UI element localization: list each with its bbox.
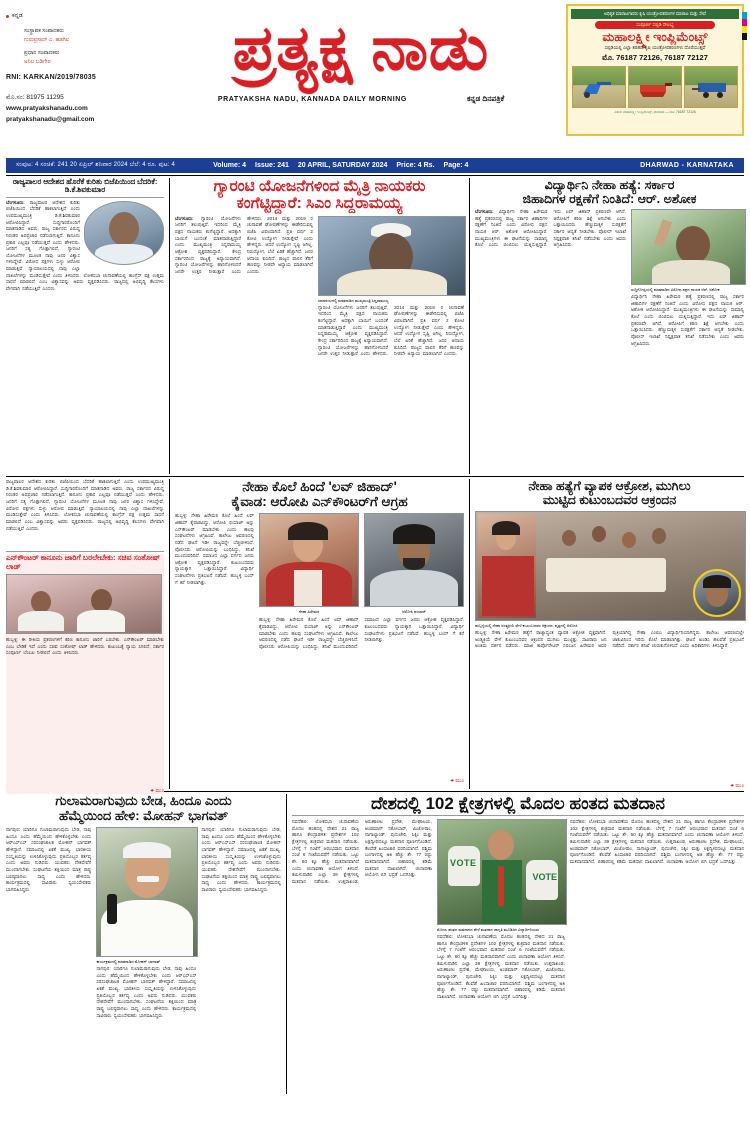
story-santosh-ladd[interactable] <box>6 554 164 794</box>
neha-portrait-photo <box>259 513 359 607</box>
ashok-body-text: ವಿದ್ಯಾರ್ಥಿನಿ ನೇಹಾ ಹಿರೇಮಠ ಹತ್ಯೆ ಪ್ರಕರಣದಲ್ಲಿ ರಾಜ್ಯ ಸರ್ಕಾರ ಜಿಹಾದಿಗಳ ರಕ್ಷಣೆಗೆ ನಿಂತಿದೆ ಎಂದು ವಿರೋಧ ಪಕ್ಷದ ನಾಯಕ ಆರ್. ಅಶೋಕ ಆರೋಪಿಸಿದ್ದಾರೆ. ಮುಖ್ಯಮಂತ್ರಿಗಳು ಈ ಘಟನೆಯನ್ನು ಸಾಮಾನ್ಯ ಕೊಲೆ ಎಂದು ಬಿಂಬಿಸಲು ಯತ್ನಿಸುತ್ತಿದ್ದಾರೆ. ಇದು ಲವ್ ಜಿಹಾದ್ ಪ್ರಕರಣವೇ ಆಗಿದೆ. ಆರೋಪಿಗೆ ಕಠಿಣ ಶಿಕ್ಷೆ ಆಗಬೇಕು ಎಂದು ಒತ್ತಾಯಿಸಿದರು. ಹೆಣ್ಣುಮಕ್ಕಳ ಸುರಕ್ಷತೆಗೆ ಸರ್ಕಾರ ಆದ್ಯತೆ ನೀಡಬೇಕು. ಪೊಲೀಸ್ ಇಲಾಖೆ ನಿಷ್ಪಕ್ಷಪಾತ ತನಿಖೆ ನಡೆಸಬೇಕು ಎಂದು ಅವರು ಆಗ್ರಹಿಸಿದರು. <box>475 209 626 248</box>
page-count-label: Page: 4 <box>443 162 469 169</box>
vote-palm-text-left: VOTE <box>450 858 477 869</box>
ashok-headline-line1: ವಿದ್ಯಾರ್ಥಿನಿ ನೇಹಾ ಹತ್ಯೆ: ಸರ್ಕಾರ <box>544 178 675 192</box>
bhagwat-photo-caption: ಕಾರ್ಯಕ್ರಮದಲ್ಲಿ ಮಾತನಾಡಿದ ಮೋಹನ್ ಭಾಗವತ್ <box>96 959 161 965</box>
newspaper-subtitle-kn: ಕನ್ನಡ ದಿನಪತ್ರಿಕೆ <box>466 94 505 103</box>
newspaper-subtitle-en: PRATYAKSHA NADU, KANNADA DAILY MORNING <box>217 95 407 103</box>
dks-body-continued: ರಾಜ್ಯಪಾಲರ ಆದೇಶದ ಕುರಿತು ಬಿಜೆಪಿಯಿಂದ ಬೆದರಿಕೆ ಹಾಕಲಾಗುತ್ತಿದೆ ಎಂದು ಉಪಮುಖ್ಯಮಂತ್ರಿ ಡಿ.ಕೆ.ಶಿವಕುಮಾರ ಆರೋಪಿಸಿದ್ದಾರೆ. ಸುದ್ದಿಗಾರರೊಂದಿಗೆ ಮಾತನಾಡಿದ ಅವರು, ರಾಜ್ಯ ಸರ್ಕಾರದ ವಿರುದ್ಧ ನಿರಂತರ ಅಪಪ್ರಚಾರ ನಡೆಸಲಾಗುತ್ತಿದೆ. ಕಾನೂನು ಪ್ರಕಾರ ಎಲ್ಲವೂ ನಡೆಯುತ್ತದೆ ಎಂದು ಹೇಳಿದರು. ಜನರಿಗೆ ಸತ್ಯ ಗೊತ್ತಾಗಲಿದೆ, ಗ್ಯಾರಂಟಿ ಯೋಜನೆಗಳ ಮೂಲಕ ನಾವು ಜನರ ವಿಶ್ವಾಸ ಗಳಿಸಿದ್ದೇವೆ. ವಿರೋಧ ಪಕ್ಷಗಳು ಸುಳ್ಳು ಆರೋಪ ಮಾಡುತ್ತಿವೆ. ನ್ಯಾಯಾಲಯದಲ್ಲಿ ನಾವು ಎಲ್ಲಾ ದಾಖಲೆಗಳನ್ನು ಮಂಡಿಸುತ್ತೇವೆ ಎಂದು ತಿಳಿಸಿದರು. ಲೋಕಸಭಾ ಚುನಾವಣೆಯಲ್ಲಿ ಕಾಂಗ್ರೆಸ್ ಪಕ್ಷ ಉತ್ತಮ ಸಾಧನೆ ಮಾಡಲಿದೆ ಎಂಬ ವಿಶ್ವಾಸವನ್ನು ಅವರು ವ್ಯಕ್ತಪಡಿಸಿದರು. ರಾಜ್ಯದಲ್ಲಿ ಅಭಿವೃದ್ಧಿ ಕೆಲಸಗಳು ವೇಗವಾಗಿ ನಡೆಯುತ್ತಿವೆ ಎಂದರು. <box>6 479 164 531</box>
story-first-phase-polling[interactable] <box>292 794 744 1094</box>
lovejihad-headline-line2: ಕೈವಾಡ: ಆರೋಪಿ ಎನ್‌ಕೌಂಟರ್‌ಗೆ ಆಗ್ರಹ <box>231 494 408 510</box>
cm-body-left <box>175 216 313 426</box>
polling-headline: ದೇಶದಲ್ಲಿ 102 ಕ್ಷೇತ್ರಗಳಲ್ಲಿ ಮೊದಲ ಹಂತದ ಮತದಾನ <box>371 794 665 813</box>
dks-body-text: ರಾಜ್ಯಪಾಲರ ಆದೇಶದ ಕುರಿತು ಬಿಜೆಪಿಯಿಂದ ಬೆದರಿಕೆ ಹಾಕಲಾಗುತ್ತಿದೆ ಎಂದು ಉಪಮುಖ್ಯಮಂತ್ರಿ ಡಿ.ಕೆ.ಶಿವಕುಮಾರ ಆರೋಪಿಸಿದ್ದಾರೆ. ಸುದ್ದಿಗಾರರೊಂದಿಗೆ ಮಾತನಾಡಿದ ಅವರು, ರಾಜ್ಯ ಸರ್ಕಾರದ ವಿರುದ್ಧ ನಿರಂತರ ಅಪಪ್ರಚಾರ ನಡೆಸಲಾಗುತ್ತಿದೆ. ಕಾನೂನು ಪ್ರಕಾರ ಎಲ್ಲವೂ ನಡೆಯುತ್ತದೆ ಎಂದು ಹೇಳಿದರು. ಜನರಿಗೆ ಸತ್ಯ ಗೊತ್ತಾಗಲಿದೆ, ಗ್ಯಾರಂಟಿ ಯೋಜನೆಗಳ ಮೂಲಕ ನಾವು ಜನರ ವಿಶ್ವಾಸ ಗಳಿಸಿದ್ದೇವೆ. ವಿರೋಧ ಪಕ್ಷಗಳು ಸುಳ್ಳು ಆರೋಪ ಮಾಡುತ್ತಿವೆ. ನ್ಯಾಯಾಲಯದಲ್ಲಿ ನಾವು ಎಲ್ಲಾ ದಾಖಲೆಗಳನ್ನು ಮಂಡಿಸುತ್ತೇವೆ ಎಂದು ತಿಳಿಸಿದರು. ಲೋಕಸಭಾ ಚುನಾವಣೆಯಲ್ಲಿ ಕಾಂಗ್ರೆಸ್ ಪಕ್ಷ ಉತ್ತಮ ಸಾಧನೆ ಮಾಡಲಿದೆ ಎಂಬ ವಿಶ್ವಾಸವನ್ನು ಅವರು ವ್ಯಕ್ತಪಡಿಸಿದರು. ರಾಜ್ಯದಲ್ಲಿ ಅಭಿವೃದ್ಧಿ ಕೆಲಸಗಳು ವೇಗವಾಗಿ ನಡೆಯುತ್ತಿವೆ ಎಂದರು. <box>6 199 164 292</box>
story-dk-shivakumar[interactable] <box>6 178 170 474</box>
cm-photo <box>318 216 466 296</box>
chief-editor-name: ಅನಿಲ ಬಡಿಗೇರ <box>24 58 51 65</box>
bhagwat-photo <box>96 827 198 957</box>
outrage-headline-line1: ನೇಹಾ ಹತ್ಯೆಗೆ ವ್ಯಾಪಕ ಆಕ್ರೋಶ, ಮುಗಿಲು <box>528 479 691 493</box>
ashok-photo-caption: ಸುದ್ದಿಗೋಷ್ಠಿಯಲ್ಲಿ ಮಾತನಾಡಿದ ವಿರೋಧ ಪಕ್ಷದ ನಾಯಕ ಆರ್. ಅಶೋಕ <box>631 287 720 292</box>
dks-dateline: ಬೆಂಗಳೂರು: <box>6 199 25 205</box>
outrage-body: ಹುಬ್ಬಳ್ಳಿ: ನೇಹಾ ಹಿರೇಮಠ ಹತ್ಯೆಗೆ ರಾಜ್ಯಾದ್ಯಂತ ವ್ಯಾಪಕ ಆಕ್ರೋಶ ವ್ಯಕ್ತವಾಗಿದೆ. ಅಂತ್ಯಕ್ರಿಯೆ ವೇಳೆ ಕುಟುಂಬದವರ ಆಕ್ರಂದನ ಮುಗಿಲು ಮುಟ್ಟಿತ್ತು. ಸಾವಿರಾರು ಜನ ಅಂತಿಮ ದರ್ಶನ ಪಡೆದರು. ಮಾಜಿ ಕಾರ್ಪೊರೇಟರ್ ನಿರಂಜನ ಹಿರೇಮಠ ಅವರ ಪುತ್ರಿಯಾಗಿದ್ದ ನೇಹಾ ಎಂಬಿಎ ವಿದ್ಯಾರ್ಥಿನಿಯಾಗಿದ್ದರು. ಕಾಲೇಜು ಆವರಣದಲ್ಲೇ ಚಾಕುವಿನಿಂದ ಇರಿದು ಕೊಲೆ ಮಾಡಲಾಗಿತ್ತು. ಘಟನೆ ಖಂಡಿಸಿ ಹಲವೆಡೆ ಪ್ರತಿಭಟನೆ ನಡೆದಿದೆ. ಸರ್ಕಾರ ತನಿಖೆ ಚುರುಕುಗೊಳಿಸಿದೆ ಎಂದು ಅಧಿಕಾರಿಗಳು ತಿಳಿಸಿದ್ದಾರೆ. <box>475 630 744 649</box>
polling-photo-caption: ಮೊದಲ ಹಂತದ ಮತದಾನದ ವೇಳೆ ಮತದಾನ ಜಾಗೃತಿ ಮೂಡಿಸಿದ ವಿದ್ಯಾರ್ಥಿನಿಯರು <box>437 927 540 933</box>
masthead-advertisement[interactable] <box>566 4 744 136</box>
divider-below-infobar <box>6 175 744 176</box>
ad-product-images <box>571 66 739 108</box>
chief-editor-block <box>24 49 156 66</box>
story-mohan-bhagwat[interactable] <box>6 794 287 1094</box>
edition-place-label: DHARWAD - KARNATAKA <box>640 162 734 169</box>
founder-editor-role: ಸಂಸ್ಥಾಪಕ ಸಂಪಾದಕರು <box>24 28 64 35</box>
outrage-headline-line2: ಮುಟ್ಟಿದ ಕುಟುಂಬದವರ ಆಕ್ರಂದನ <box>542 493 677 507</box>
polling-body: ನವದೆಹಲಿ: ಲೋಕಸಭಾ ಚುನಾವಣೆಯ ಮೊದಲ ಹಂತದಲ್ಲಿ ದೇಶದ 21 ರಾಜ್ಯ ಹಾಗೂ ಕೇಂದ್ರಾಡಳಿತ ಪ್ರದೇಶಗಳ 102 ಕ್ಷೇತ್ರಗಳಲ್ಲಿ ಶುಕ್ರವಾರ ಮತದಾನ ನಡೆಯಿತು. ಬೆಳಗ್ಗೆ 7 ಗಂಟೆಗೆ ಆರಂಭವಾದ ಮತದಾನ ಸಂಜೆ 6 ಗಂಟೆಯವರೆಗೆ ನಡೆಯಿತು. ಒಟ್ಟು ಶೇ. 60 ಕ್ಕೂ ಹೆಚ್ಚು ಮತದಾನವಾಗಿದೆ ಎಂದು ಚುನಾವಣಾ ಆಯೋಗ ತಿಳಿಸಿದೆ. ತಮಿಳುನಾಡಿನ ಎಲ್ಲಾ 39 ಕ್ಷೇತ್ರಗಳಲ್ಲಿ ಮತದಾನ ನಡೆಯಿತು. ಉತ್ತರಾಖಂಡ, ಅರುಣಾಚಲ ಪ್ರದೇಶ, ಮೇಘಾಲಯ, ಅಂಡಮಾನ್ ನಿಕೋಬಾರ್, ಮಿಜೋರಾಂ, ನಾಗಾಲ್ಯಾಂಡ್, ಪುದುಚೇರಿ, ಸಿಕ್ಕಿಂ ಮತ್ತು ಲಕ್ಷದ್ವೀಪದಲ್ಲೂ ಮತದಾನ ಪೂರ್ಣಗೊಂಡಿದೆ. ಕೆಲವೆಡೆ ಹಿಂಸಾಚಾರ ವರದಿಯಾಗಿದೆ. ಪಶ್ಚಿಮ ಬಂಗಾಳದಲ್ಲಿ ಅತಿ ಹೆಚ್ಚು ಶೇ. 77 ರಷ್ಟು ಮತದಾನವಾಗಿದೆ. ಬಿಹಾರದಲ್ಲಿ ಕಡಿಮೆ ಮತದಾನ ದಾಖಲಾಗಿದೆ. ಚುನಾವಣಾ ಆಯೋಗ ಬಿಗಿ ಭದ್ರತೆ ಒದಗಿಸಿತ್ತು. <box>292 819 432 884</box>
left-column-mid <box>6 479 170 794</box>
ad-description: ಸಬ್ಸಿಡಿಯಲ್ಲಿ ಎಲ್ಲಾ ತರಹದ ಕೃಷಿ ಯಂತ್ರೋಪಕರಣಗಳು ದೊರೆಯುತ್ತವೆ <box>604 45 706 51</box>
cm-dateline: ಬೆಂಗಳೂರು: <box>175 215 194 221</box>
trailer-icon <box>690 76 732 100</box>
founder-editor-block <box>24 27 156 44</box>
lovejihad-body-continued: ಹುಬ್ಬಳ್ಳಿ: ನೇಹಾ ಹಿರೇಮಠ ಕೊಲೆ ಹಿಂದೆ ಲವ್ ಜಿಹಾದ್ ಕೈವಾಡವಿದ್ದು, ಆರೋಪಿ ಫಯಾಜ್ ಅನ್ನು ಎನ್‌ಕೌಂಟರ್ ಮಾಡಬೇಕು ಎಂದು ಹಲವು ಸಂಘಟನೆಗಳು ಆಗ್ರಹಿಸಿವೆ. ಕಾಲೇಜು ಆವರಣದಲ್ಲಿ ನಡೆದ ಘಟನೆ ಇಡೀ ರಾಜ್ಯವನ್ನೇ ಬೆಚ್ಚಿಬೀಳಿಸಿದೆ. ಪೊಲೀಸರು ಆರೋಪಿಯನ್ನು ಬಂಧಿಸಿದ್ದು, ತನಿಖೆ ಮುಂದುವರಿದಿದೆ. ಸಮಾಜದ ಎಲ್ಲಾ ವರ್ಗದ ಜನರು ಆಕ್ರೋಶ ವ್ಯಕ್ತಪಡಿಸಿದ್ದಾರೆ. ಕುಟುಂಬದವರು ನ್ಯಾಯಕ್ಕಾಗಿ ಒತ್ತಾಯಿಸಿದ್ದಾರೆ. ವಿದ್ಯಾರ್ಥಿ ಸಂಘಟನೆಗಳು ಪ್ರತಿಭಟನೆ ನಡೆಸಿವೆ. ಹುಬ್ಬಳ್ಳಿ ಬಂದ್ ಗೆ ಕರೆ ನೀಡಲಾಗಿತ್ತು. <box>259 617 464 649</box>
chief-editor-role: ಪ್ರಧಾನ ಸಂಪಾದಕರು <box>24 50 60 57</box>
cm-headline-line2: ಕಂಗೆಟ್ಟಿದ್ದಾರೆ: ಸಿಎಂ ಸಿದ್ದರಾಮಯ್ಯ <box>236 195 403 213</box>
dks-photo <box>84 201 164 265</box>
lovejihad-headline-line1: ನೇಹಾ ಕೊಲೆ ಹಿಂದೆ 'ಲವ್ ಜಿಹಾದ್' <box>242 479 397 494</box>
accused-photo-caption: ಆರೋಪಿ ಫಯಾಜ್ <box>402 609 426 615</box>
ad-product-trailer-image <box>684 66 738 108</box>
ladd-endmark: ✦ ಮುಂ <box>150 788 164 794</box>
polling-body-continued: ನವದೆಹಲಿ: ಲೋಕಸಭಾ ಚುನಾವಣೆಯ ಮೊದಲ ಹಂತದಲ್ಲಿ ದೇಶದ 21 ರಾಜ್ಯ ಹಾಗೂ ಕೇಂದ್ರಾಡಳಿತ ಪ್ರದೇಶಗಳ 102 ಕ್ಷೇತ್ರಗಳಲ್ಲಿ ಶುಕ್ರವಾರ ಮತದಾನ ನಡೆಯಿತು. ಬೆಳಗ್ಗೆ 7 ಗಂಟೆಗೆ ಆರಂಭವಾದ ಮತದಾನ ಸಂಜೆ 6 ಗಂಟೆಯವರೆಗೆ ನಡೆಯಿತು. ಒಟ್ಟು ಶೇ. 60 ಕ್ಕೂ ಹೆಚ್ಚು ಮತದಾನವಾಗಿದೆ ಎಂದು ಚುನಾವಣಾ ಆಯೋಗ ತಿಳಿಸಿದೆ. ತಮಿಳುನಾಡಿನ ಎಲ್ಲಾ 39 ಕ್ಷೇತ್ರಗಳಲ್ಲಿ ಮತದಾನ ನಡೆಯಿತು. ಉತ್ತರಾಖಂಡ, ಅರುಣಾಚಲ ಪ್ರದೇಶ, ಮೇಘಾಲಯ, ಅಂಡಮಾನ್ ನಿಕೋಬಾರ್, ಮಿಜೋರಾಂ, ನಾಗಾಲ್ಯಾಂಡ್, ಪುದುಚೇರಿ, ಸಿಕ್ಕಿಂ ಮತ್ತು ಲಕ್ಷದ್ವೀಪದಲ್ಲೂ ಮತದಾನ ಪೂರ್ಣಗೊಂಡಿದೆ. ಕೆಲವೆಡೆ ಹಿಂಸಾಚಾರ ವರದಿಯಾಗಿದೆ. ಪಶ್ಚಿಮ ಬಂಗಾಳದಲ್ಲಿ ಅತಿ ಹೆಚ್ಚು ಶೇ. 77 ರಷ್ಟು ಮತದಾನವಾಗಿದೆ. ಬಿಹಾರದಲ್ಲಿ ಕಡಿಮೆ ಮತದಾನ ದಾಖಲಾಗಿದೆ. ಚುನಾವಣಾ ಆಯೋಗ ಬಿಗಿ ಭದ್ರತೆ ಒದಗಿಸಿತ್ತು. <box>437 934 565 1000</box>
bhagwat-body-col3: ನಾಗಪುರ: ಯಾರಿಗೂ ಗುಲಾಮರಾಗುವುದು ಬೇಡ, ನಾವು ಹಿಂದೂ ಎಂದು ಹೆಮ್ಮೆಯಿಂದ ಹೇಳಿಕೊಳ್ಳಬೇಕು ಎಂದು ಆರ್‌ಎಸ್‌ಎಸ್ ಸರಸಂಘಚಾಲಕ ಮೋಹನ್ ಭಾಗವತ್ ಹೇಳಿದ್ದಾರೆ. ಸಮಾಜದಲ್ಲಿ ಏಕತೆ ಮುಖ್ಯ. ಭಾರತೀಯ ಸಂಸ್ಕೃತಿಯನ್ನು ಉಳಿಸಿಕೊಳ್ಳುವುದು ಪ್ರತಿಯೊಬ್ಬರ ಕರ್ತವ್ಯ ಎಂದು ಅವರು ನುಡಿದರು. ಯುವಕರು ದೇಶಸೇವೆಗೆ ಮುಂದಾಗಬೇಕು. ಸಂಘಟನೆಯ ಶಕ್ತಿಯಿಂದ ಮಾತ್ರ ರಾಷ್ಟ್ರ ಬಲಿಷ್ಠವಾಗಲು ಸಾಧ್ಯ ಎಂದು ಹೇಳಿದರು. ಕಾರ್ಯಕ್ರಮದಲ್ಲಿ ಸಾವಿರಾರು ಸ್ವಯಂಸೇವಕರು ಭಾಗವಹಿಸಿದ್ದರು. <box>201 827 281 892</box>
story-r-ashok[interactable] <box>475 178 744 474</box>
rni-number: RNI: KARKAN/2019/78035 <box>6 74 96 82</box>
phone-label: ಮೊ.ಸಂ: 81975 11295 <box>6 94 64 102</box>
story-love-jihad[interactable] <box>175 479 470 789</box>
bhagwat-body-continued: ನಾಗಪುರ: ಯಾರಿಗೂ ಗುಲಾಮರಾಗುವುದು ಬೇಡ, ನಾವು ಹಿಂದೂ ಎಂದು ಹೆಮ್ಮೆಯಿಂದ ಹೇಳಿಕೊಳ್ಳಬೇಕು ಎಂದು ಆರ್‌ಎಸ್‌ಎಸ್ ಸರಸಂಘಚಾಲಕ ಮೋಹನ್ ಭಾಗವತ್ ಹೇಳಿದ್ದಾರೆ. ಸಮಾಜದಲ್ಲಿ ಏಕತೆ ಮುಖ್ಯ. ಭಾರತೀಯ ಸಂಸ್ಕೃತಿಯನ್ನು ಉಳಿಸಿಕೊಳ್ಳುವುದು ಪ್ರತಿಯೊಬ್ಬರ ಕರ್ತವ್ಯ ಎಂದು ಅವರು ನುಡಿದರು. ಯುವಕರು ದೇಶಸೇವೆಗೆ ಮುಂದಾಗಬೇಕು. ಸಂಘಟನೆಯ ಶಕ್ತಿಯಿಂದ ಮಾತ್ರ ರಾಷ್ಟ್ರ ಬಲಿಷ್ಠವಾಗಲು ಸಾಧ್ಯ ಎಂದು ಹೇಳಿದರು. ಕಾರ್ಯಕ್ರಮದಲ್ಲಿ ಸಾವಿರಾರು ಸ್ವಯಂಸೇವಕರು ಭಾಗವಹಿಸಿದ್ದರು. <box>96 966 197 1018</box>
divider-mid-page <box>6 476 744 477</box>
issue-info-kannada: ಸಂಪುಟ: 4 ಸಂಚಿಕೆ: 241 20 ಏಪ್ರಿಲ್ ಶನಿವಾರ 2024 ಬೆಲೆ: 4 ರೂ. ಪುಟ: 4 <box>16 162 176 168</box>
issue-label: Issue: 241 <box>255 162 289 169</box>
issue-info-english <box>213 162 468 169</box>
masthead-left-info <box>6 4 156 125</box>
volume-label: Volume: 4 <box>213 162 247 169</box>
polling-body-col3: ನವದೆಹಲಿ: ಲೋಕಸಭಾ ಚುನಾವಣೆಯ ಮೊದಲ ಹಂತದಲ್ಲಿ ದೇಶದ 21 ರಾಜ್ಯ ಹಾಗೂ ಕೇಂದ್ರಾಡಳಿತ ಪ್ರದೇಶಗಳ 102 ಕ್ಷೇತ್ರಗಳಲ್ಲಿ ಶುಕ್ರವಾರ ಮತದಾನ ನಡೆಯಿತು. ಬೆಳಗ್ಗೆ 7 ಗಂಟೆಗೆ ಆರಂಭವಾದ ಮತದಾನ ಸಂಜೆ 6 ಗಂಟೆಯವರೆಗೆ ನಡೆಯಿತು. ಒಟ್ಟು ಶೇ. 60 ಕ್ಕೂ ಹೆಚ್ಚು ಮತದಾನವಾಗಿದೆ ಎಂದು ಚುನಾವಣಾ ಆಯೋಗ ತಿಳಿಸಿದೆ. ತಮಿಳುನಾಡಿನ ಎಲ್ಲಾ 39 ಕ್ಷೇತ್ರಗಳಲ್ಲಿ ಮತದಾನ ನಡೆಯಿತು. ಉತ್ತರಾಖಂಡ, ಅರುಣಾಚಲ ಪ್ರದೇಶ, ಮೇಘಾಲಯ, ಅಂಡಮಾನ್ ನಿಕೋಬಾರ್, ಮಿಜೋರಾಂ, ನಾಗಾಲ್ಯಾಂಡ್, ಪುದುಚೇರಿ, ಸಿಕ್ಕಿಂ ಮತ್ತು ಲಕ್ಷದ್ವೀಪದಲ್ಲೂ ಮತದಾನ ಪೂರ್ಣಗೊಂಡಿದೆ. ಕೆಲವೆಡೆ ಹಿಂಸಾಚಾರ ವರದಿಯಾಗಿದೆ. ಪಶ್ಚಿಮ ಬಂಗಾಳದಲ್ಲಿ ಅತಿ ಹೆಚ್ಚು ಶೇ. 77 ರಷ್ಟು ಮತದಾನವಾಗಿದೆ. ಬಿಹಾರದಲ್ಲಿ ಕಡಿಮೆ ಮತದಾನ ದಾಖಲಾಗಿದೆ. ಚುನಾವಣಾ ಆಯೋಗ ಬಿಗಿ ಭದ್ರತೆ ಒದಗಿಸಿತ್ತು. <box>570 819 744 864</box>
story-outrage[interactable] <box>475 479 744 789</box>
accused-portrait-photo <box>364 513 464 607</box>
dks-headline-divider <box>6 197 164 198</box>
outrage-endmark: ✦ ಮುಂ <box>730 783 744 790</box>
vote-palm-text-right: VOTE <box>532 872 557 883</box>
lovejihad-body: ಹುಬ್ಬಳ್ಳಿ: ನೇಹಾ ಹಿರೇಮಠ ಕೊಲೆ ಹಿಂದೆ ಲವ್ ಜಿಹಾದ್ ಕೈವಾಡವಿದ್ದು, ಆರೋಪಿ ಫಯಾಜ್ ಅನ್ನು ಎನ್‌ಕೌಂಟರ್ ಮಾಡಬೇಕು ಎಂದು ಹಲವು ಸಂಘಟನೆಗಳು ಆಗ್ರಹಿಸಿವೆ. ಕಾಲೇಜು ಆವರಣದಲ್ಲಿ ನಡೆದ ಘಟನೆ ಇಡೀ ರಾಜ್ಯವನ್ನೇ ಬೆಚ್ಚಿಬೀಳಿಸಿದೆ. ಪೊಲೀಸರು ಆರೋಪಿಯನ್ನು ಬಂಧಿಸಿದ್ದು, ತನಿಖೆ ಮುಂದುವರಿದಿದೆ. ಸಮಾಜದ ಎಲ್ಲಾ ವರ್ಗದ ಜನರು ಆಕ್ರೋಶ ವ್ಯಕ್ತಪಡಿಸಿದ್ದಾರೆ. ಕುಟುಂಬದವರು ನ್ಯಾಯಕ್ಕಾಗಿ ಒತ್ತಾಯಿಸಿದ್ದಾರೆ. ವಿದ್ಯಾರ್ಥಿ ಸಂಘಟನೆಗಳು ಪ್ರತಿಭಟನೆ ನಡೆಸಿವೆ. ಹುಬ್ಬಳ್ಳಿ ಬಂದ್ ಗೆ ಕರೆ ನೀಡಲಾಗಿತ್ತು. <box>175 513 254 585</box>
masthead-center <box>156 4 566 104</box>
bhagwat-body: ನಾಗಪುರ: ಯಾರಿಗೂ ಗುಲಾಮರಾಗುವುದು ಬೇಡ, ನಾವು ಹಿಂದೂ ಎಂದು ಹೆಮ್ಮೆಯಿಂದ ಹೇಳಿಕೊಳ್ಳಬೇಕು ಎಂದು ಆರ್‌ಎಸ್‌ಎಸ್ ಸರಸಂಘಚಾಲಕ ಮೋಹನ್ ಭಾಗವತ್ ಹೇಳಿದ್ದಾರೆ. ಸಮಾಜದಲ್ಲಿ ಏಕತೆ ಮುಖ್ಯ. ಭಾರತೀಯ ಸಂಸ್ಕೃತಿಯನ್ನು ಉಳಿಸಿಕೊಳ್ಳುವುದು ಪ್ರತಿಯೊಬ್ಬರ ಕರ್ತವ್ಯ ಎಂದು ಅವರು ನುಡಿದರು. ಯುವಕರು ದೇಶಸೇವೆಗೆ ಮುಂದಾಗಬೇಕು. ಸಂಘಟನೆಯ ಶಕ್ತಿಯಿಂದ ಮಾತ್ರ ರಾಷ್ಟ್ರ ಬಲಿಷ್ಠವಾಗಲು ಸಾಧ್ಯ ಎಂದು ಹೇಳಿದರು. ಕಾರ್ಯಕ್ರಮದಲ್ಲಿ ಸಾವಿರಾರು ಸ್ವಯಂಸೇವಕರು ಭಾಗವಹಿಸಿದ್ದರು. <box>6 827 92 892</box>
price-label: Price: 4 Rs. <box>396 162 435 169</box>
bottom-stories-row <box>6 794 744 1094</box>
ashok-body <box>475 209 626 434</box>
cm-headline-line1: ಗ್ಯಾರಂಟಿ ಯೋಜನೆಗಳಿಂದ ಮೈತ್ರಿ ನಾಯಕರು <box>213 178 426 195</box>
language-tag-label: ಕನ್ನಡ <box>12 13 23 19</box>
date-label: 20 APRIL, SATURDAY 2024 <box>297 162 388 169</box>
ladd-headline: ಎನ್‌ಕೌಂಟರ್ ಕಾನೂನು ಜಾರಿಗೆ ಬರಲೇಬೇಕು: ಸಚಿವ ಸಂತೋಷ್ ಲಾಡ್ <box>6 553 161 571</box>
outrage-photo-caption: ಹುಬ್ಬಳ್ಳಿಯಲ್ಲಿ ನೇಹಾ ಅಂತ್ಯಕ್ರಿಯೆ ವೇಳೆ ಕುಟುಂಬದವರ ಆಕ್ರಂದನ, ವೃತ್ತದಲ್ಲಿ ಆರೋಪಿ <box>475 623 578 628</box>
lovejihad-endmark: ✦ ಮುಂ <box>450 778 464 785</box>
ashok-photo <box>631 209 746 285</box>
website-link[interactable]: www.pratyakshanadu.com <box>6 105 88 113</box>
color-registration-strip <box>742 12 747 40</box>
ashok-headline-line2: ಜಿಹಾದಿಗಳ ರಕ್ಷಣೆಗೆ ನಿಂತಿದೆ: ಆರ್. ಅಶೋಕ <box>522 192 697 206</box>
ad-ribbon-label: ಸಂಪೂರ್ಣ ಸಬ್ಸಿಡಿ ಸೌಲಭ್ಯ <box>595 21 716 29</box>
cm-body-right: ಗ್ಯಾರಂಟಿ ಯೋಜನೆಗಳು ಜನರಿಗೆ ತಲುಪುತ್ತಿವೆ. ಇದರಿಂದ ಮೈತ್ರಿ ಪಕ್ಷದ ನಾಯಕರು ಕಂಗೆಟ್ಟಿದ್ದಾರೆ. ಅದಕ್ಕಾಗಿ ಬಾಯಿಗೆ ಬಂದಂತೆ ಮಾತನಾಡುತ್ತಿದ್ದಾರೆ ಎಂದು ಮುಖ್ಯಮಂತ್ರಿ ಸಿದ್ದರಾಮಯ್ಯ ಆಕ್ರೋಶ ವ್ಯಕ್ತಪಡಿಸಿದ್ದಾರೆ. ಕೇಂದ್ರ ಸರ್ಕಾರದಿಂದ ರಾಜ್ಯಕ್ಕೆ ಅನ್ಯಾಯವಾಗಿದೆ. ಗ್ಯಾರಂಟಿ ಯೋಜನೆಗಳನ್ನು ಹಾನಿಗೊಳಿಸಿದರೆ ಜನರೇ ಉತ್ತರ ನೀಡುತ್ತಾರೆ ಎಂದು ಹೇಳಿದರು. 2014 ಮತ್ತು 2019 ರ ಚುನಾವಣೆ ಘೋಷಣೆಗಳನ್ನು ಈಡೇರಿಸುವಲ್ಲಿ ಬಿಜೆಪಿ ವಿಫಲವಾಗಿದೆ. ಪ್ರತಿ ವರ್ಷ 2 ಕೋಟಿ ಉದ್ಯೋಗ ನೀಡುತ್ತೇವೆ ಎಂದು ಹೇಳಿದ್ದರು. ಆದರೆ ಉದ್ಯೋಗ ಸೃಷ್ಟಿ ಆಗಿಲ್ಲ. ನಿರುದ್ಯೋಗ, ಬೆಲೆ ಏರಿಕೆ ಹೆಚ್ಚಾಗಿದೆ. ಜನರ ಆದಾಯ ಕುಸಿದಿದೆ. ರಾಜ್ಯದ ಪಾಲಿನ ತೆರಿಗೆ ಹಣವನ್ನು ನೀಡದೇ ಅನ್ಯಾಯ ಮಾಡಲಾಗಿದೆ ಎಂದರು. <box>318 304 464 357</box>
funeral-crowd-photo <box>475 511 746 621</box>
ladd-body: ಹುಬ್ಬಳ್ಳಿ: ಈ ರೀತಿಯ ಪ್ರಕರಣಗಳಿಗೆ ಕಠಿಣ ಕಾನೂನು ಜಾರಿಗೆ ಬರಬೇಕು. ಎನ್‌ಕೌಂಟರ್ ಮಾಡಬೇಕು ಎಂಬ ಬೇಡಿಕೆ ಇದೆ ಎಂದು ಸಚಿವ ಸಂತೋಷ್ ಲಾಡ್ ಹೇಳಿದರು. ಕುಟುಂಬಕ್ಕೆ ನ್ಯಾಯ ಸಿಗಲಿದೆ, ಸರ್ಕಾರ ಸಂಪೂರ್ಣ ಬೆಂಬಲ ನೀಡಲಿದೆ ಎಂದು ತಿಳಿಸಿದರು. <box>6 637 164 656</box>
ad-product-rotavator-image <box>628 66 682 108</box>
top-stories-row <box>6 178 744 474</box>
contact-block <box>6 92 156 125</box>
ad-top-line: ಅಧಿಕೃತ ಮಾರಾಟಗಾರರು ಕೃಷಿ ಯಂತ್ರೋಪಕರಣಗಳ ಮಾರಾಟ ಮತ್ತು ಸೇವೆ <box>571 9 739 19</box>
ad-product-plough-image <box>572 66 626 108</box>
plough-icon <box>579 76 619 100</box>
newspaper-title: ಪ್ರತ್ಯಕ್ಷ ನಾಡು <box>232 14 490 83</box>
accused-inset-photo <box>693 569 741 617</box>
cm-photo-caption: ಸಮಾರಂಭದಲ್ಲಿ ಮಾತನಾಡಿದ ಮುಖ್ಯಮಂತ್ರಿ ಸಿದ್ದರಾಮಯ್ಯ <box>318 297 389 303</box>
vote-awareness-photo <box>437 819 567 925</box>
story-cm-siddaramaiah[interactable] <box>175 178 470 474</box>
bhagwat-headline-line2: ಹೆಮ್ಮೆಯಿಂದ ಹೇಳಿ: ಮೋಹನ್ ಭಾಗವತ್ <box>58 807 229 823</box>
email-link[interactable]: pratyakshanadu@gmail.com <box>6 116 95 124</box>
ashok-body-continued: ವಿದ್ಯಾರ್ಥಿನಿ ನೇಹಾ ಹಿರೇಮಠ ಹತ್ಯೆ ಪ್ರಕರಣದಲ್ಲಿ ರಾಜ್ಯ ಸರ್ಕಾರ ಜಿಹಾದಿಗಳ ರಕ್ಷಣೆಗೆ ನಿಂತಿದೆ ಎಂದು ವಿರೋಧ ಪಕ್ಷದ ನಾಯಕ ಆರ್. ಅಶೋಕ ಆರೋಪಿಸಿದ್ದಾರೆ. ಮುಖ್ಯಮಂತ್ರಿಗಳು ಈ ಘಟನೆಯನ್ನು ಸಾಮಾನ್ಯ ಕೊಲೆ ಎಂದು ಬಿಂಬಿಸಲು ಯತ್ನಿಸುತ್ತಿದ್ದಾರೆ. ಇದು ಲವ್ ಜಿಹಾದ್ ಪ್ರಕರಣವೇ ಆಗಿದೆ. ಆರೋಪಿಗೆ ಕಠಿಣ ಶಿಕ್ಷೆ ಆಗಬೇಕು ಎಂದು ಒತ್ತಾಯಿಸಿದರು. ಹೆಣ್ಣುಮಕ್ಕಳ ಸುರಕ್ಷತೆಗೆ ಸರ್ಕಾರ ಆದ್ಯತೆ ನೀಡಬೇಕು. ಪೊಲೀಸ್ ಇಲಾಖೆ ನಿಷ್ಪಕ್ಷಪಾತ ತನಿಖೆ ನಡೆಸಬೇಕು ಎಂದು ಅವರು ಆಗ್ರಹಿಸಿದರು. <box>631 294 744 346</box>
bhagwat-headline-line1: ಗುಲಾಮರಾಗುವುದು ಬೇಡ, ಹಿಂದೂ ಎಂದು <box>55 793 232 808</box>
dks-headline: ರಾಜ್ಯಪಾಲರ ಆದೇಶದ ಹೊರೆಕೆ ಕುರಿತು ಬಿಜೆಪಿಯಿಂದ ಬೆದರಿಕೆ: ಡಿ.ಕೆ.ಶಿವಕುಮಾರ <box>12 177 158 195</box>
issue-info-bar <box>6 158 744 173</box>
polling-headline-divider <box>292 815 744 816</box>
ashok-dateline: ಬೆಂಗಳೂರು: <box>475 209 494 214</box>
ad-footer-address: ವಿಳಾಸ: ಮಹಾಲಕ್ಷ್ಮೀ ಇಂಪ್ಲಿಮೆಂಟ್ಸ್, ಧಾರವಾಡ — ಮೊ: 76187 72126 <box>614 110 696 115</box>
divider-above-ladd <box>6 551 164 552</box>
language-tag <box>6 12 156 21</box>
mid-stories-row <box>6 479 744 794</box>
neha-photo-caption: ನೇಹಾ ಹಿರೇಮಠ <box>298 609 320 615</box>
bullet-dot-icon <box>6 15 9 18</box>
ad-brand-title: ಮಹಾಲಕ್ಷ್ಮೀ ಇಂಪ್ಲಿಮೆಂಟ್ಸ್ <box>602 29 708 44</box>
ladd-photo <box>6 574 162 634</box>
masthead-subtitle-row <box>156 94 566 104</box>
masthead <box>6 4 744 156</box>
rotavator-icon <box>635 76 675 100</box>
cm-body-text: ಗ್ಯಾರಂಟಿ ಯೋಜನೆಗಳು ಜನರಿಗೆ ತಲುಪುತ್ತಿವೆ. ಇದರಿಂದ ಮೈತ್ರಿ ಪಕ್ಷದ ನಾಯಕರು ಕಂಗೆಟ್ಟಿದ್ದಾರೆ. ಅದಕ್ಕಾಗಿ ಬಾಯಿಗೆ ಬಂದಂತೆ ಮಾತನಾಡುತ್ತಿದ್ದಾರೆ ಎಂದು ಮುಖ್ಯಮಂತ್ರಿ ಸಿದ್ದರಾಮಯ್ಯ ಆಕ್ರೋಶ ವ್ಯಕ್ತಪಡಿಸಿದ್ದಾರೆ. ಕೇಂದ್ರ ಸರ್ಕಾರದಿಂದ ರಾಜ್ಯಕ್ಕೆ ಅನ್ಯಾಯವಾಗಿದೆ. ಗ್ಯಾರಂಟಿ ಯೋಜನೆಗಳನ್ನು ಹಾನಿಗೊಳಿಸಿದರೆ ಜನರೇ ಉತ್ತರ ನೀಡುತ್ತಾರೆ ಎಂದು ಹೇಳಿದರು. 2014 ಮತ್ತು 2019 ರ ಚುನಾವಣೆ ಘೋಷಣೆಗಳನ್ನು ಈಡೇರಿಸುವಲ್ಲಿ ಬಿಜೆಪಿ ವಿಫಲವಾಗಿದೆ. ಪ್ರತಿ ವರ್ಷ 2 ಕೋಟಿ ಉದ್ಯೋಗ ನೀಡುತ್ತೇವೆ ಎಂದು ಹೇಳಿದ್ದರು. ಆದರೆ ಉದ್ಯೋಗ ಸೃಷ್ಟಿ ಆಗಿಲ್ಲ. ನಿರುದ್ಯೋಗ, ಬೆಲೆ ಏರಿಕೆ ಹೆಚ್ಚಾಗಿದೆ. ಜನರ ಆದಾಯ ಕುಸಿದಿದೆ. ರಾಜ್ಯದ ಪಾಲಿನ ತೆರಿಗೆ ಹಣವನ್ನು ನೀಡದೇ ಅನ್ಯಾಯ ಮಾಡಲಾಗಿದೆ ಎಂದರು. <box>175 215 313 274</box>
founder-editor-name: ಗುರುಪ್ರಸಾದ್ ಎ. ಹಡಗಿಲ <box>24 36 70 43</box>
ad-phone-numbers: ಮೊ. 76187 72126, 76187 72127 <box>602 53 708 63</box>
